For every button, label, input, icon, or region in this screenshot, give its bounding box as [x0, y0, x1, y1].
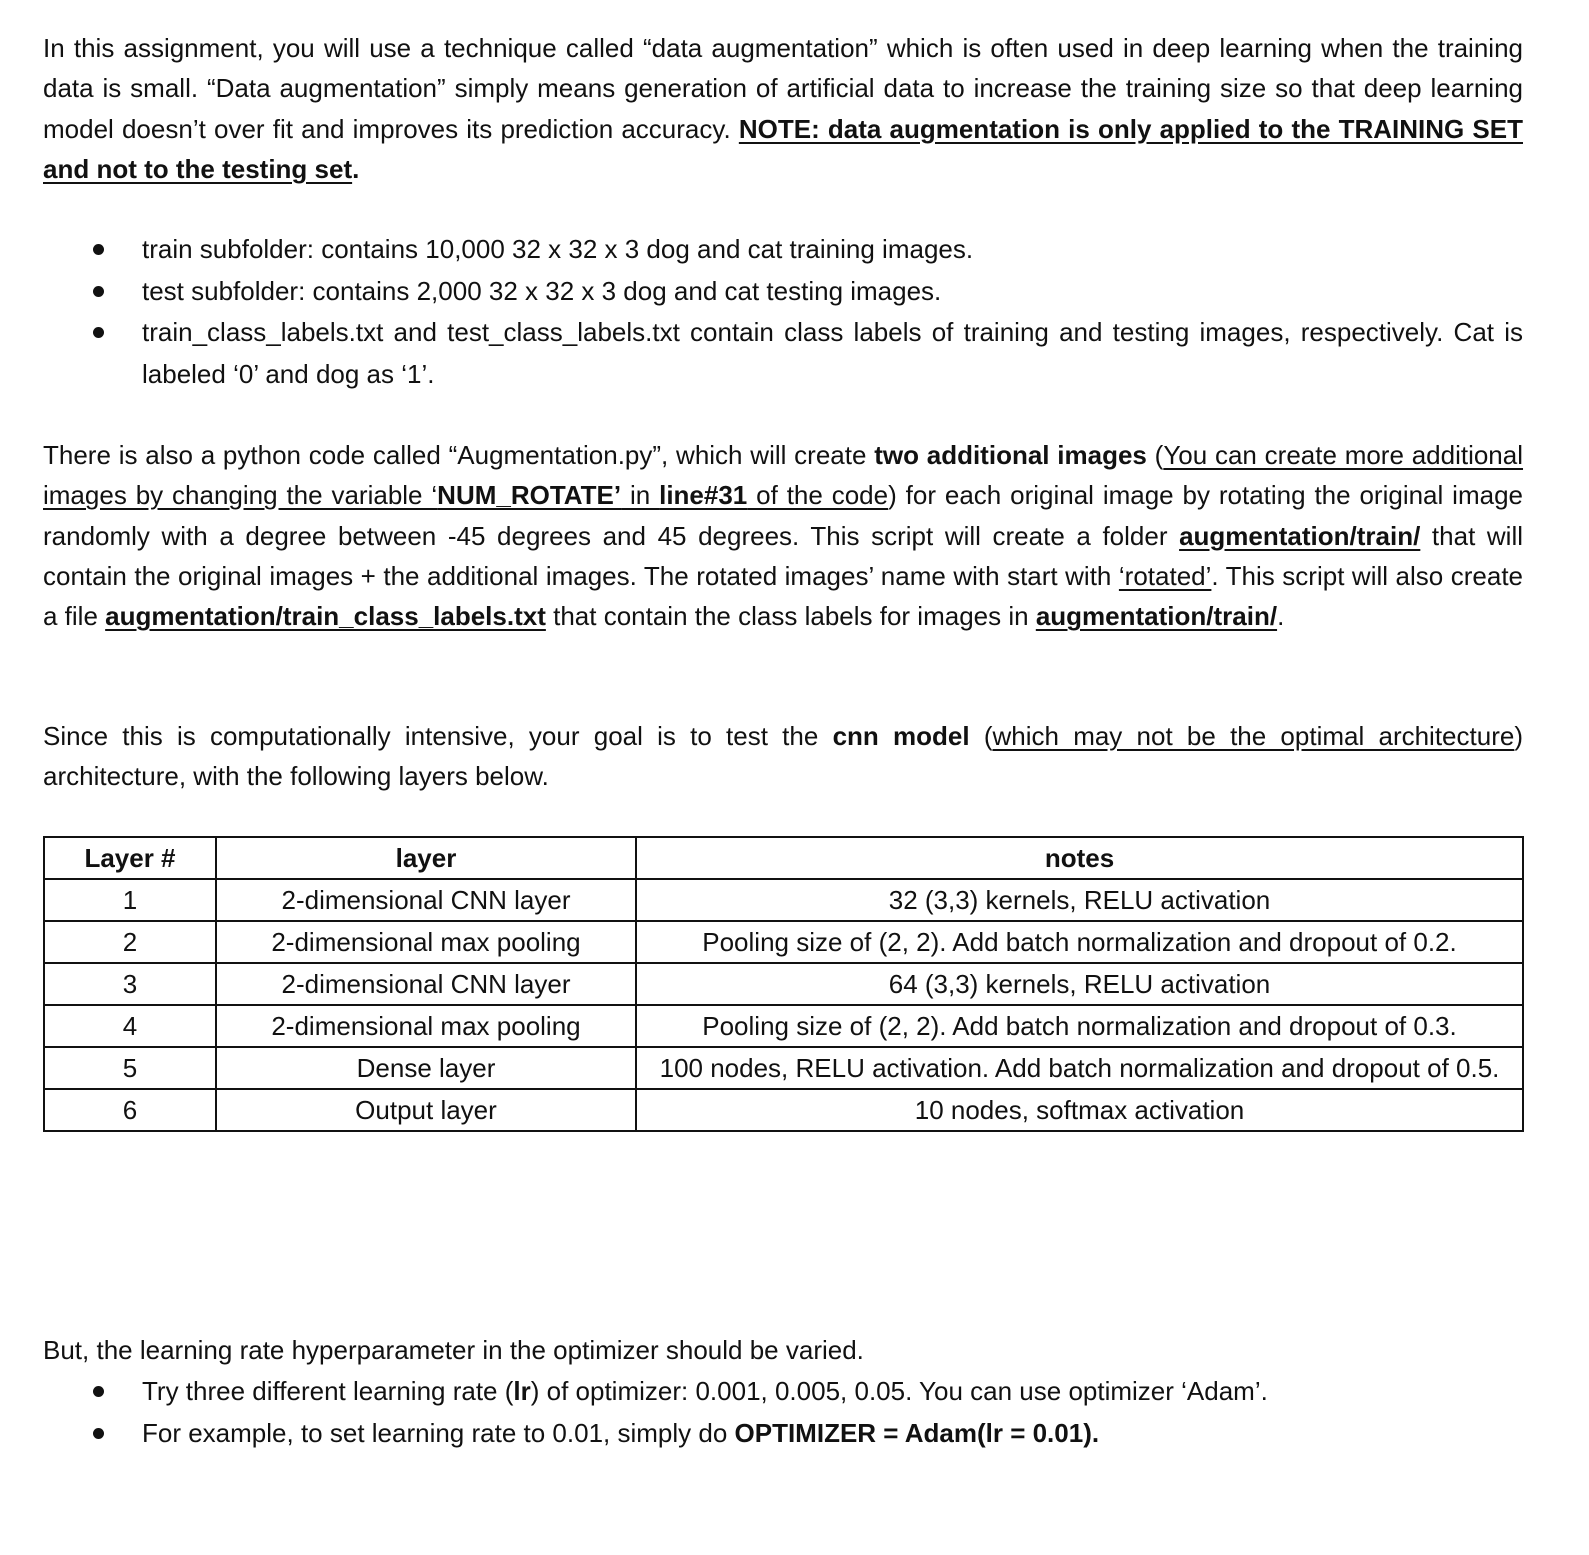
cell: 10 nodes, softmax activation — [636, 1089, 1523, 1131]
cell: Pooling size of (2, 2). Add batch normalization and dropout of 0.3. — [636, 1005, 1523, 1047]
header-layer: layer — [216, 837, 636, 879]
text: in — [621, 480, 660, 511]
text: ) of optimizer: 0.001, 0.005, 0.05. You can use optimizer ‘Adam’. — [530, 1376, 1268, 1406]
cell: 2-dimensional CNN layer — [216, 879, 636, 921]
cell: 5 — [44, 1047, 216, 1089]
folder-path: augmentation/train/ — [1179, 520, 1421, 551]
table-row — [44, 879, 1523, 921]
list-item: train subfolder: contains 10,000 32 x 32 x 3 dog and cat training images. — [43, 229, 1523, 271]
text: cnn model — [832, 721, 970, 751]
augmentation-paragraph — [43, 435, 1523, 636]
folder-path: augmentation/train/ — [1035, 601, 1278, 632]
header-layer-number: Layer # — [44, 837, 216, 879]
note-period: . — [352, 153, 360, 184]
text: Try three different learning rate ( — [142, 1376, 514, 1406]
text: line#31 — [659, 480, 748, 511]
cell: 64 (3,3) kernels, RELU activation — [636, 963, 1523, 1005]
text: . This script will also create a file — [43, 560, 1524, 632]
intro-text: In this assignment, you will use a technique called “data augmentation” which is often used in deep learning when the training data is small. “Data augmentation” simply means generation of artificial data to increase the training size so that deep learning model doesn’t over fit and improves its prediction accuracy. — [43, 33, 1523, 144]
cell: 6 — [44, 1089, 216, 1131]
text: For example, to set learning rate to 0.01, simply do — [142, 1417, 735, 1448]
cell: Pooling size of (2, 2). Add batch normalization and dropout of 0.2. — [636, 921, 1523, 963]
code-text: OPTIMIZER = Adam(lr = 0.01). — [734, 1417, 1100, 1448]
text: . — [1277, 601, 1285, 632]
cell: 1 — [44, 879, 216, 921]
header-notes: notes — [636, 837, 1523, 879]
text: You can create more additional images by changing the variable ‘ — [43, 440, 1524, 511]
table-row — [44, 963, 1523, 1005]
text: ‘rotated’ — [1118, 560, 1212, 591]
file-path: augmentation/train_class_labels.txt — [105, 601, 546, 632]
cell: 2 — [44, 921, 216, 963]
intro-paragraph — [43, 28, 1523, 189]
cell: 3 — [44, 963, 216, 1005]
text: ) architecture, with the following layers below. — [43, 721, 1523, 792]
goal-paragraph — [43, 716, 1523, 797]
learning-rate-list — [43, 1371, 1523, 1454]
text: There is also a python code called “Augmentation.py”, which will create — [43, 440, 875, 470]
cell: 2-dimensional max pooling — [216, 921, 636, 963]
table-row — [44, 1005, 1523, 1047]
text: of the code — [747, 480, 889, 511]
cell: 32 (3,3) kernels, RELU activation — [636, 879, 1523, 921]
cell: 2-dimensional CNN layer — [216, 963, 636, 1005]
data-bullet-list — [43, 229, 1523, 395]
text: two additional images — [874, 440, 1147, 470]
text: that will contain the original images + the additional images. The rotated images’ name with start with — [43, 520, 1523, 591]
note-text: NOTE: data augmentation is only applied to the TRAINING SET and not to the testing set — [43, 113, 1523, 184]
text: that contain the class labels for images in — [545, 601, 1036, 632]
cell: 2-dimensional max pooling — [216, 1005, 636, 1047]
table-header-row — [44, 837, 1523, 879]
text: ( — [1146, 440, 1164, 470]
cell: 4 — [44, 1005, 216, 1047]
cell: 100 nodes, RELU activation. Add batch normalization and dropout of 0.5. — [636, 1047, 1523, 1089]
table-row — [44, 1047, 1523, 1089]
cell: Output layer — [216, 1089, 636, 1131]
learning-rate-intro: But, the learning rate hyperparameter in the optimizer should be varied. — [43, 1335, 864, 1365]
text: Since this is computationally intensive, your goal is to test the — [43, 721, 833, 751]
cell: Dense layer — [216, 1047, 636, 1089]
table-row — [44, 1089, 1523, 1131]
text: lr — [513, 1376, 531, 1406]
list-item — [43, 1371, 1523, 1413]
text: which may not be the optimal architecture — [992, 721, 1515, 751]
list-item — [43, 1413, 1523, 1455]
text: NUM_ROTATE’ — [437, 480, 622, 511]
layers-table — [43, 836, 1524, 1132]
list-item: train_class_labels.txt and test_class_labels.txt contain class labels of training and testing images, respectively. Cat is labeled ‘0’ and dog as ‘1’. — [43, 312, 1523, 395]
text: ( — [969, 721, 993, 751]
text: ) for each original image by rotating the original image randomly with a degree between -45 degrees and 45 degrees. This script will create a folder — [43, 480, 1523, 551]
table-row — [44, 921, 1523, 963]
list-item: test subfolder: contains 2,000 32 x 32 x 3 dog and cat testing images. — [43, 271, 1523, 313]
